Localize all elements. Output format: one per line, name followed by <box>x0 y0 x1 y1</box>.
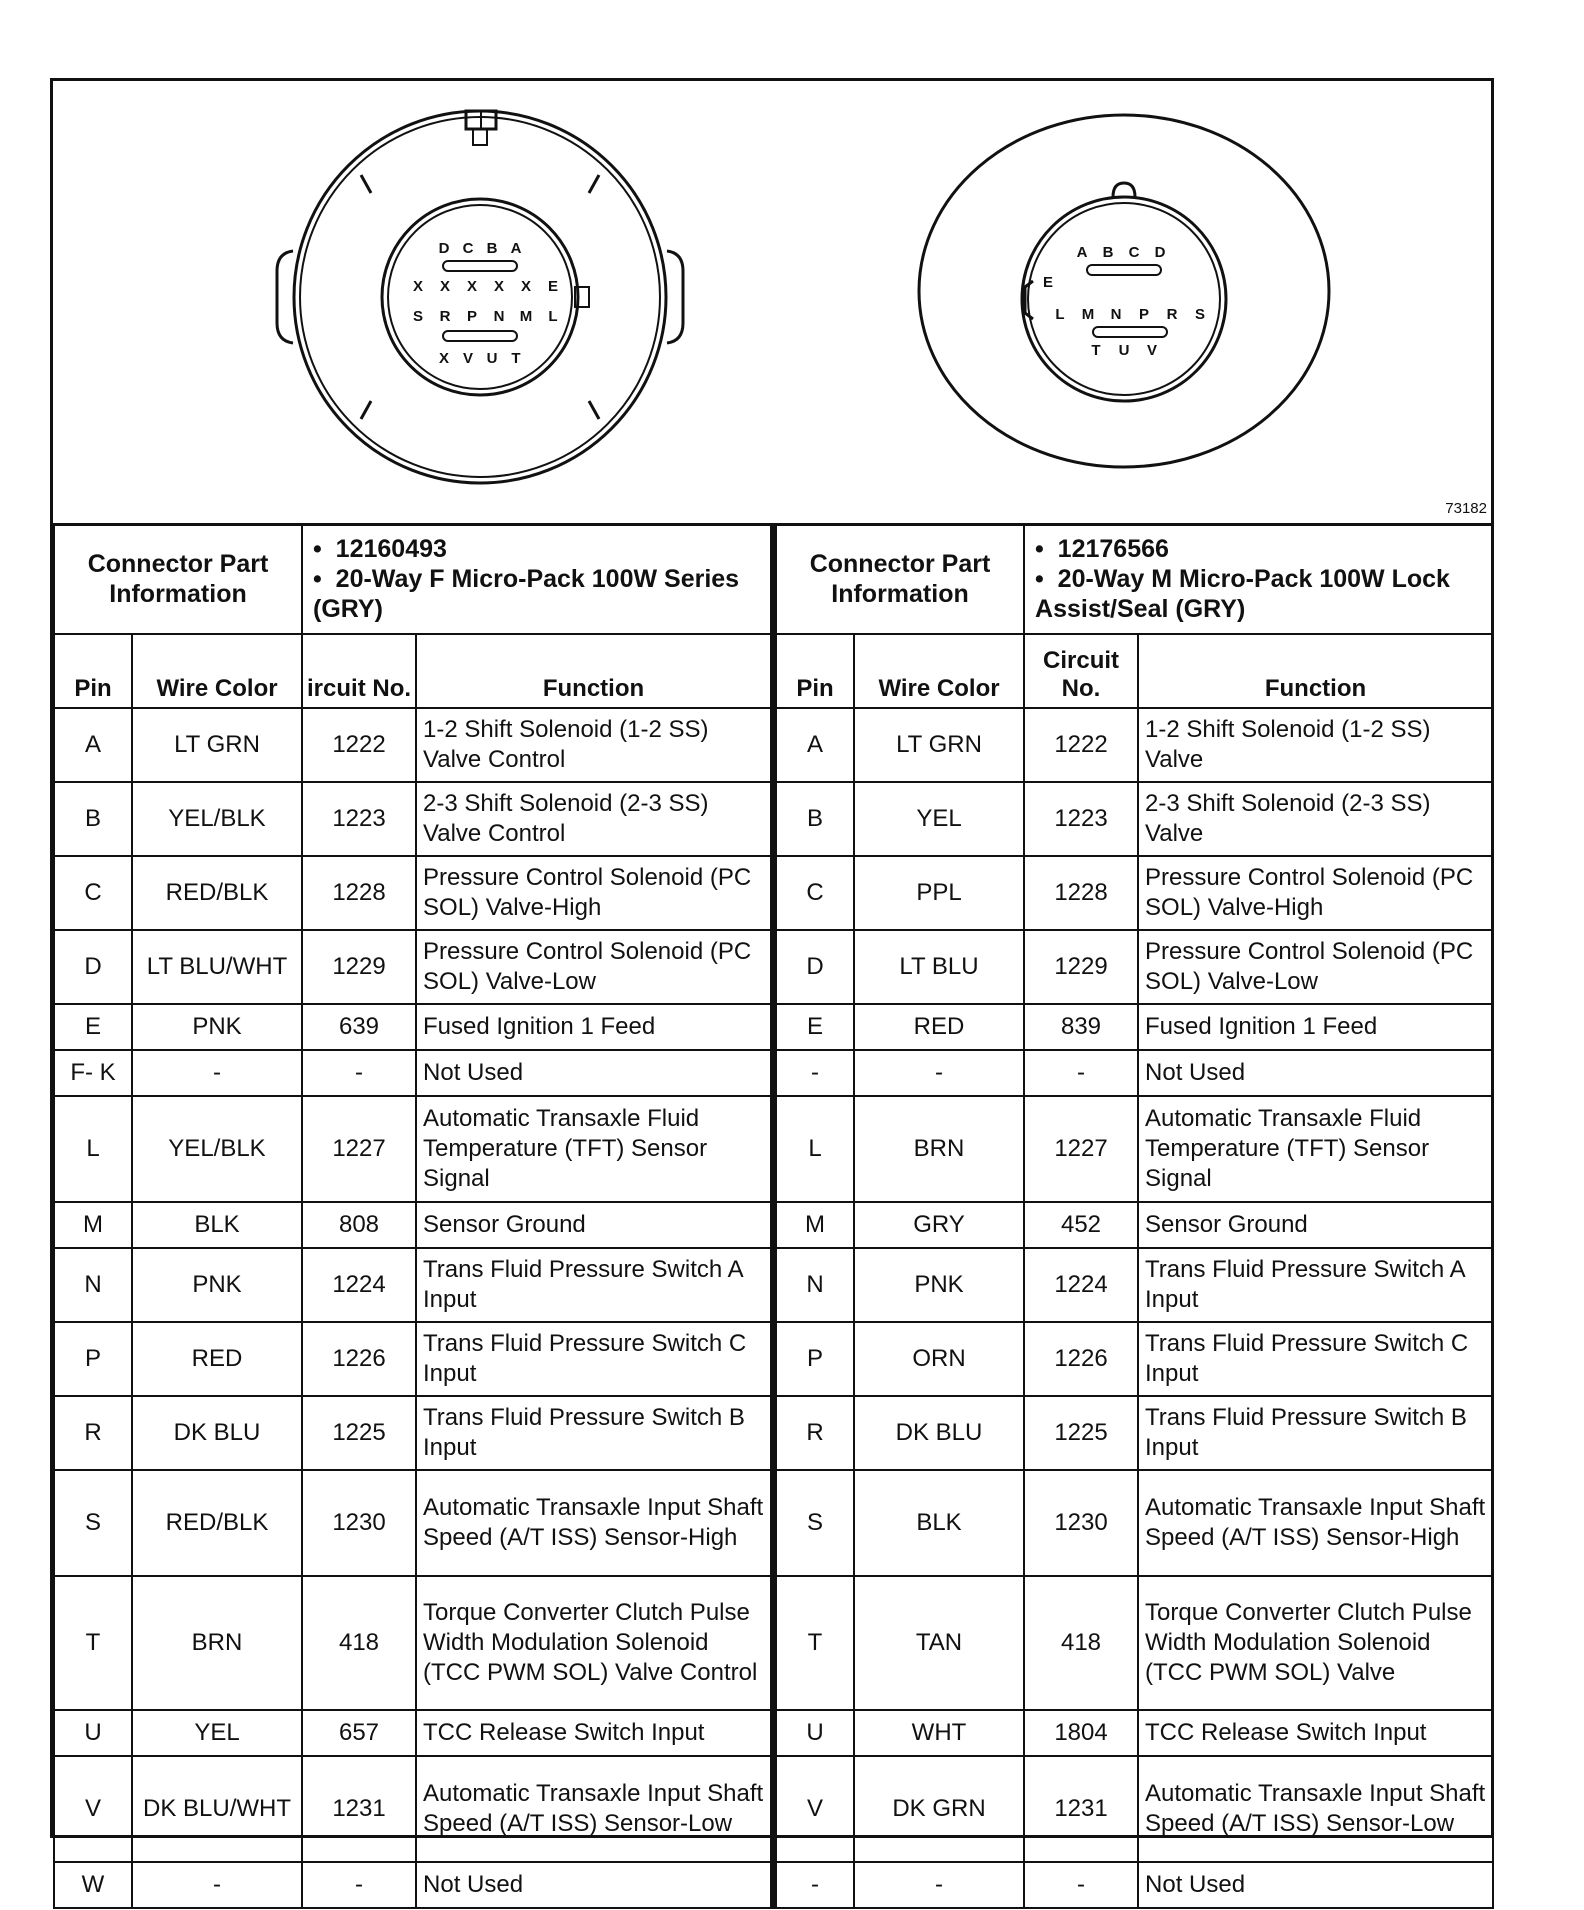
pin-cell: W <box>54 1862 132 1908</box>
circuit-cell: 1224 <box>302 1248 416 1322</box>
pin-cell: C <box>54 856 132 930</box>
circuit-cell: - <box>302 1050 416 1096</box>
function-cell: Fused Ignition 1 Feed <box>416 1004 771 1050</box>
table-row <box>54 1756 771 1862</box>
pin-cell: M <box>776 1202 854 1248</box>
circuit-cell: 657 <box>302 1710 416 1756</box>
table-row <box>776 930 1493 1004</box>
right-pin: N <box>1110 306 1122 323</box>
pin-cell: A <box>776 708 854 782</box>
wire-color-cell: DK BLU/WHT <box>132 1756 302 1862</box>
function-cell: Sensor Ground <box>416 1202 771 1248</box>
circuit-cell: 1230 <box>302 1470 416 1576</box>
pin-cell: N <box>54 1248 132 1322</box>
wire-color-header: Wire Color <box>132 634 302 708</box>
table-row <box>54 1396 771 1470</box>
table-row <box>54 1004 771 1050</box>
circuit-cell: 1227 <box>1024 1096 1138 1202</box>
wire-color-cell: BRN <box>132 1576 302 1710</box>
wire-color-cell: PPL <box>854 856 1024 930</box>
right-pin: V <box>1146 342 1158 359</box>
pin-cell: V <box>54 1756 132 1862</box>
function-cell: Fused Ignition 1 Feed <box>1138 1004 1493 1050</box>
circuit-cell: 1230 <box>1024 1470 1138 1576</box>
left-pin: E <box>547 278 559 295</box>
wire-color-cell: WHT <box>854 1710 1024 1756</box>
right-pin: U <box>1118 342 1130 359</box>
right-pin: A <box>1076 244 1088 261</box>
connector-drawings <box>53 81 1491 523</box>
circuit-cell: 639 <box>302 1004 416 1050</box>
wire-color-cell: DK BLU <box>132 1396 302 1470</box>
table-row <box>54 856 771 930</box>
table-row <box>776 1050 1493 1096</box>
function-cell: Automatic Transaxle Fluid Temperature (TFT) Sensor Signal <box>416 1096 771 1202</box>
circuit-cell: 839 <box>1024 1004 1138 1050</box>
pin-cell: - <box>776 1050 854 1096</box>
circuit-header: Circuit No. <box>1024 634 1138 708</box>
table-row <box>54 1202 771 1248</box>
part-number: • 12160493 <box>313 535 447 563</box>
pin-cell: E <box>54 1004 132 1050</box>
table-row <box>776 782 1493 856</box>
table-row <box>776 1756 1493 1862</box>
function-cell: Trans Fluid Pressure Switch C Input <box>416 1322 771 1396</box>
function-cell: Not Used <box>1138 1862 1493 1908</box>
circuit-cell: - <box>302 1862 416 1908</box>
table-row <box>776 1096 1493 1202</box>
pin-cell: S <box>54 1470 132 1576</box>
circuit-cell: 1231 <box>1024 1756 1138 1862</box>
function-cell: 1-2 Shift Solenoid (1-2 SS) Valve <box>1138 708 1493 782</box>
function-cell: Pressure Control Solenoid (PC SOL) Valve-Low <box>416 930 771 1004</box>
table-row <box>54 1322 771 1396</box>
table-row <box>776 1322 1493 1396</box>
table-row <box>776 1862 1493 1908</box>
function-cell: TCC Release Switch Input <box>1138 1710 1493 1756</box>
function-cell: Trans Fluid Pressure Switch A Input <box>1138 1248 1493 1322</box>
pin-cell: C <box>776 856 854 930</box>
function-header: Function <box>416 634 771 708</box>
table-row <box>776 1004 1493 1050</box>
circuit-cell: 1222 <box>302 708 416 782</box>
table-row <box>54 1710 771 1756</box>
circuit-cell: 1225 <box>302 1396 416 1470</box>
connector-info-list <box>302 524 771 634</box>
right-pin: D <box>1154 244 1166 261</box>
right-pin: B <box>1102 244 1114 261</box>
function-cell: Torque Converter Clutch Pulse Width Modulation Solenoid (TCC PWM SOL) Valve <box>1138 1576 1493 1710</box>
circuit-cell: 1223 <box>302 782 416 856</box>
pin-cell: N <box>776 1248 854 1322</box>
wire-color-cell: - <box>132 1050 302 1096</box>
function-cell: Not Used <box>1138 1050 1493 1096</box>
circuit-cell: 1229 <box>1024 930 1138 1004</box>
left-pin: U <box>486 350 498 367</box>
right-table-body <box>776 708 1493 1908</box>
pin-cell: P <box>54 1322 132 1396</box>
left-pin: P <box>466 308 478 325</box>
left-pin: N <box>493 308 505 325</box>
wire-color-cell: ORN <box>854 1322 1024 1396</box>
table-row <box>54 782 771 856</box>
table-row <box>54 1050 771 1096</box>
wire-color-header: Wire Color <box>854 634 1024 708</box>
pin-header: Pin <box>54 634 132 708</box>
table-row <box>54 1576 771 1710</box>
left-pin: S <box>412 308 424 325</box>
function-cell: TCC Release Switch Input <box>416 1710 771 1756</box>
function-cell: Trans Fluid Pressure Switch B Input <box>416 1396 771 1470</box>
pin-cell: B <box>54 782 132 856</box>
left-pin: B <box>486 240 498 257</box>
function-cell: Trans Fluid Pressure Switch A Input <box>416 1248 771 1322</box>
right-pin: L <box>1055 306 1065 323</box>
wire-color-cell: RED/BLK <box>132 1470 302 1576</box>
part-description: • 20-Way F Micro-Pack 100W Series (GRY) <box>313 565 740 623</box>
circuit-cell: 1227 <box>302 1096 416 1202</box>
function-cell: Automatic Transaxle Fluid Temperature (TFT) Sensor Signal <box>1138 1096 1493 1202</box>
pin-cell: E <box>776 1004 854 1050</box>
pin-cell: V <box>776 1756 854 1862</box>
connector-info-row <box>54 524 771 634</box>
left-connector-drawing <box>277 111 683 483</box>
wire-color-cell: DK GRN <box>854 1756 1024 1862</box>
wire-color-cell: RED/BLK <box>132 856 302 930</box>
connector-diagram <box>53 81 1491 526</box>
function-cell: 2-3 Shift Solenoid (2-3 SS) Valve Control <box>416 782 771 856</box>
connector-sheet <box>50 78 1494 1898</box>
left-connector-table <box>53 523 772 1909</box>
table-row <box>776 1202 1493 1248</box>
pin-cell: S <box>776 1470 854 1576</box>
wire-color-cell: LT GRN <box>132 708 302 782</box>
wire-color-cell: - <box>854 1050 1024 1096</box>
left-pin: X <box>439 278 451 295</box>
left-pin: R <box>439 308 451 325</box>
function-cell: Automatic Transaxle Input Shaft Speed (A/T ISS) Sensor-High <box>416 1470 771 1576</box>
table-row <box>54 1470 771 1576</box>
wire-color-cell: LT GRN <box>854 708 1024 782</box>
wire-color-cell: YEL/BLK <box>132 782 302 856</box>
pin-cell: F- K <box>54 1050 132 1096</box>
pin-cell: L <box>776 1096 854 1202</box>
wire-color-cell: PNK <box>132 1004 302 1050</box>
table-row <box>776 708 1493 782</box>
circuit-cell: 808 <box>302 1202 416 1248</box>
wire-color-cell: - <box>132 1862 302 1908</box>
function-cell: Automatic Transaxle Input Shaft Speed (A/T ISS) Sensor-High <box>1138 1470 1493 1576</box>
circuit-cell: 1226 <box>302 1322 416 1396</box>
table-header-row <box>54 634 771 708</box>
right-connector-pins <box>1043 244 1205 359</box>
function-cell: Not Used <box>416 1862 771 1908</box>
right-pin: T <box>1091 342 1101 359</box>
connector-info-label: Connector Part Information <box>54 524 302 634</box>
left-pin: A <box>510 240 522 257</box>
function-cell: Automatic Transaxle Input Shaft Speed (A/T ISS) Sensor-Low <box>1138 1756 1493 1862</box>
right-pin: M <box>1081 306 1095 323</box>
right-pin: E <box>1042 274 1054 291</box>
wire-color-cell: YEL <box>854 782 1024 856</box>
left-connector-pins <box>413 240 558 367</box>
circuit-cell: 1223 <box>1024 782 1138 856</box>
part-number: • 12176566 <box>1035 535 1169 563</box>
circuit-cell: 1225 <box>1024 1396 1138 1470</box>
circuit-cell: 1226 <box>1024 1322 1138 1396</box>
wire-color-cell: BRN <box>854 1096 1024 1202</box>
circuit-cell: 1804 <box>1024 1710 1138 1756</box>
circuit-cell: - <box>1024 1862 1138 1908</box>
figure-id: 73182 <box>1445 500 1487 517</box>
circuit-cell: 1231 <box>302 1756 416 1862</box>
left-pin: X <box>493 278 505 295</box>
circuit-cell: 1224 <box>1024 1248 1138 1322</box>
left-pin: L <box>548 308 558 325</box>
pin-cell: D <box>776 930 854 1004</box>
table-row <box>776 1396 1493 1470</box>
wire-color-cell: GRY <box>854 1202 1024 1248</box>
pin-cell: T <box>54 1576 132 1710</box>
function-cell: Torque Converter Clutch Pulse Width Modulation Solenoid (TCC PWM SOL) Valve Control <box>416 1576 771 1710</box>
pin-cell: T <box>776 1576 854 1710</box>
left-pin: T <box>511 350 521 367</box>
wire-color-cell: DK BLU <box>854 1396 1024 1470</box>
function-cell: Not Used <box>416 1050 771 1096</box>
left-pin: M <box>519 308 533 325</box>
circuit-cell: - <box>1024 1050 1138 1096</box>
table-row <box>776 1470 1493 1576</box>
pin-cell: - <box>776 1862 854 1908</box>
part-description: • 20-Way M Micro-Pack 100W Lock Assist/Seal (GRY) <box>1035 565 1450 623</box>
table-row <box>54 930 771 1004</box>
table-row <box>54 1096 771 1202</box>
wire-color-cell: BLK <box>854 1470 1024 1576</box>
function-header: Function <box>1138 634 1493 708</box>
circuit-cell: 452 <box>1024 1202 1138 1248</box>
table-row <box>776 1576 1493 1710</box>
table-row <box>54 708 771 782</box>
right-pin: S <box>1194 306 1206 323</box>
circuit-cell: 1222 <box>1024 708 1138 782</box>
wire-color-cell: BLK <box>132 1202 302 1248</box>
connector-info-list <box>1024 524 1493 634</box>
wire-color-cell: TAN <box>854 1576 1024 1710</box>
pin-cell: L <box>54 1096 132 1202</box>
wire-color-cell: YEL <box>132 1710 302 1756</box>
circuit-cell: 418 <box>302 1576 416 1710</box>
circuit-cell: 418 <box>1024 1576 1138 1710</box>
table-row <box>54 1248 771 1322</box>
left-table-body <box>54 708 771 1908</box>
connector-info-row <box>776 524 1493 634</box>
pin-cell: U <box>776 1710 854 1756</box>
function-cell: Trans Fluid Pressure Switch B Input <box>1138 1396 1493 1470</box>
function-cell: Sensor Ground <box>1138 1202 1493 1248</box>
function-cell: Pressure Control Solenoid (PC SOL) Valve-High <box>1138 856 1493 930</box>
pin-cell: A <box>54 708 132 782</box>
left-pin: X <box>412 278 424 295</box>
circuit-cell: 1228 <box>1024 856 1138 930</box>
table-row <box>776 1710 1493 1756</box>
wire-color-cell: LT BLU <box>854 930 1024 1004</box>
right-connector-table <box>772 523 1494 1909</box>
pin-cell: R <box>54 1396 132 1470</box>
right-pin: R <box>1166 306 1178 323</box>
left-pin: D <box>438 240 450 257</box>
right-pin: P <box>1138 306 1150 323</box>
right-pin: C <box>1128 244 1140 261</box>
wire-color-cell: - <box>854 1862 1024 1908</box>
pin-cell: P <box>776 1322 854 1396</box>
wire-color-cell: RED <box>132 1322 302 1396</box>
left-pin: V <box>462 350 474 367</box>
function-cell: 2-3 Shift Solenoid (2-3 SS) Valve <box>1138 782 1493 856</box>
left-pin: X <box>438 350 450 367</box>
circuit-cell: 1229 <box>302 930 416 1004</box>
wire-color-cell: PNK <box>132 1248 302 1322</box>
function-cell: 1-2 Shift Solenoid (1-2 SS) Valve Control <box>416 708 771 782</box>
left-pin: C <box>462 240 474 257</box>
wire-color-cell: LT BLU/WHT <box>132 930 302 1004</box>
pin-cell: B <box>776 782 854 856</box>
pin-cell: R <box>776 1396 854 1470</box>
wire-color-cell: PNK <box>854 1248 1024 1322</box>
function-cell: Pressure Control Solenoid (PC SOL) Valve-Low <box>1138 930 1493 1004</box>
table-header-row <box>776 634 1493 708</box>
table-row <box>54 1862 771 1908</box>
circuit-header: ircuit No. <box>302 634 416 708</box>
circuit-cell: 1228 <box>302 856 416 930</box>
wire-color-cell: RED <box>854 1004 1024 1050</box>
pin-cell: M <box>54 1202 132 1248</box>
function-cell: Pressure Control Solenoid (PC SOL) Valve-High <box>416 856 771 930</box>
table-row <box>776 856 1493 930</box>
function-cell: Trans Fluid Pressure Switch C Input <box>1138 1322 1493 1396</box>
left-pin: X <box>520 278 532 295</box>
right-connector-drawing <box>919 115 1329 467</box>
pin-cell: U <box>54 1710 132 1756</box>
table-row <box>776 1248 1493 1322</box>
pin-cell: D <box>54 930 132 1004</box>
left-pin: X <box>466 278 478 295</box>
connector-info-label: Connector Part Information <box>776 524 1024 634</box>
pin-header: Pin <box>776 634 854 708</box>
wire-color-cell: YEL/BLK <box>132 1096 302 1202</box>
function-cell: Automatic Transaxle Input Shaft Speed (A/T ISS) Sensor-Low <box>416 1756 771 1862</box>
